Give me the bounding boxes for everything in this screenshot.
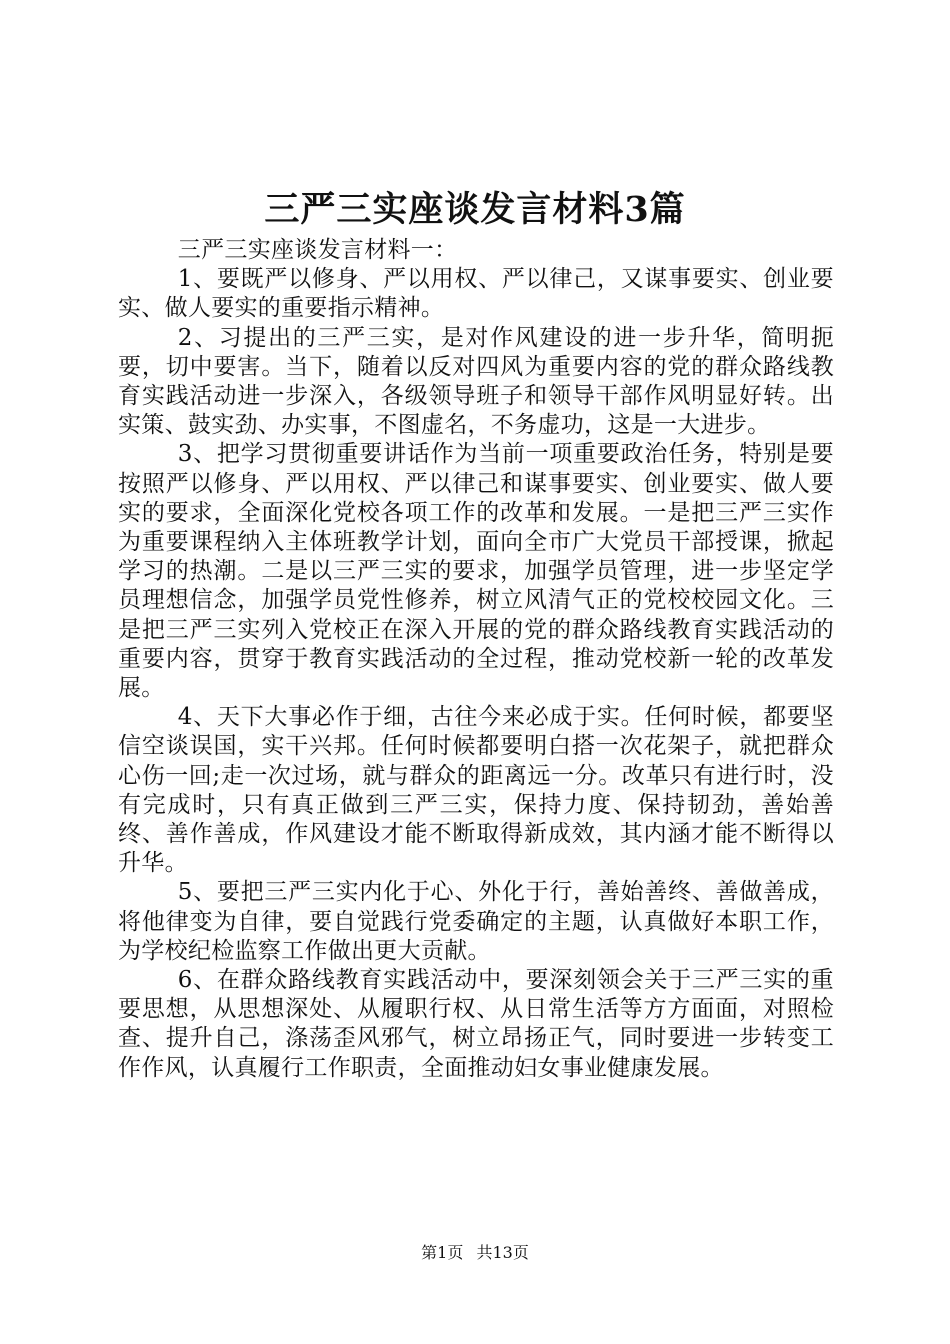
paragraph-item-5: 5、要把三严三实内化于心、外化于行，善始善终、善做善成，将他律变为自律，要自觉践行党委确定的主题，认真做好本职工作，为学校纪检监察工作做出更大贡献。 [118,879,834,964]
paragraph-item-2: 2、习提出的三严三实，是对作风建设的进一步升华，简明扼要，切中要害。当下，随着以反对四风为重要内容的党的群众路线教育实践活动进一步深入，各级领导班子和领导干部作风明显好转。出实策、鼓实劲、办实事，不图虚名，不务虚功，这是一大进步。 [118,324,834,439]
page-number-total: 共13页 [476,1243,529,1262]
document-title: 三严三实座谈发言材料3篇 [264,189,686,230]
paragraph-item-4: 4、天下大事必作于细，古往今来必成于实。任何时候，都要坚信空谈误国，实干兴邦。任何时候都要明白搭一次花架子，就把群众心伤一回;走一次过场，就与群众的距离远一分。改革只有进行时，没有完成时，只有真正做到三严三实，保持力度、保持韧劲，善始善终、善作善成，作风建设才能不断取得新成效，其内涵才能不断得以升华。 [118,704,834,877]
paragraph-item-1: 1、要既严以修身、严以用权、严以律己，又谋事要实、创业要实、做人要实的重要指示精神。 [118,266,834,322]
paragraph-item-6: 6、在群众路线教育实践活动中，要深刻领会关于三严三实的重要思想，从思想深处、从履职行权、从日常生活等方方面面，对照检查、提升自己，涤荡歪风邪气，树立昂扬正气，同时要进一步转变工作作风，认真履行工作职责，全面推动妇女事业健康发展。 [118,967,834,1081]
paragraph-heading: 三严三实座谈发言材料一： [177,237,458,263]
page-footer [0,1242,950,1264]
paragraph-item-3: 3、把学习贯彻重要讲话作为当前一项重要政治任务，特别是要按照严以修身、严以用权、严以律己和谋事要实、创业要实、做人要实的要求，全面深化党校各项工作的改革和发展。一是把三严三实作为重要课程纳入主体班教学计划，面向全市广大党员干部授课，掀起学习的热潮。二是以三严三实的要求，加强学员管理，进一步坚定学员理想信念，加强学员党性修养，树立风清气正的党校校园文化。三是把三严三实列入党校正在深入开展的党的群众路线教育实践活动的重要内容，贯穿于教育实践活动的全过程，推动党校新一轮的改革发展。 [118,441,834,702]
page-number-current: 第1页 [421,1243,464,1262]
document-body [118,236,834,1083]
